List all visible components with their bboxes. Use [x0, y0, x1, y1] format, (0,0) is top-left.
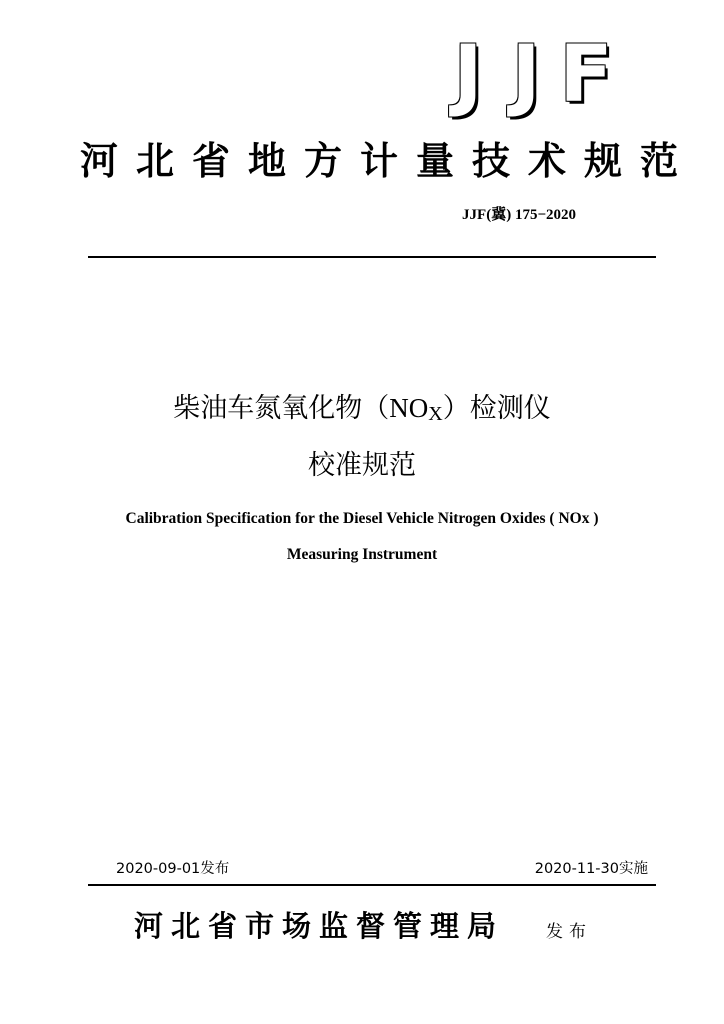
chinese-title-line-1: [60, 388, 664, 434]
issue-date: 2020-09-01发布: [116, 861, 230, 877]
chinese-title-line-2: 校准规范: [308, 450, 416, 481]
logo-letter-j1: J: [440, 40, 496, 110]
document-code: JJF(冀) 175−2020: [462, 207, 576, 223]
logo-letter-f: F: [559, 30, 613, 120]
english-title-line-2: Measuring Instrument: [286, 546, 438, 563]
nox-formula: [389, 393, 442, 423]
jjf-logo: [440, 30, 618, 120]
publish-label: 发布: [546, 922, 592, 942]
org-title: 河北省地方计量技术规范: [80, 138, 697, 183]
implementation-date: 2020-11-30实施: [534, 861, 648, 877]
english-title-line-1: Calibration Specification for the Diesel Vehicle Nitrogen Oxides ( NOx ): [125, 510, 599, 527]
chinese-title-prefix: 柴油车氮氧化物（: [173, 393, 390, 424]
footer-divider: [88, 884, 656, 886]
chinese-title-suffix: ）检测仪: [442, 393, 551, 424]
publisher-name: 河北省市场监督管理局: [134, 909, 505, 943]
logo-letter-j2: J: [498, 40, 554, 110]
nox-main: NO: [389, 393, 429, 423]
nox-subscript: X: [428, 403, 443, 425]
header-divider: [88, 256, 656, 258]
